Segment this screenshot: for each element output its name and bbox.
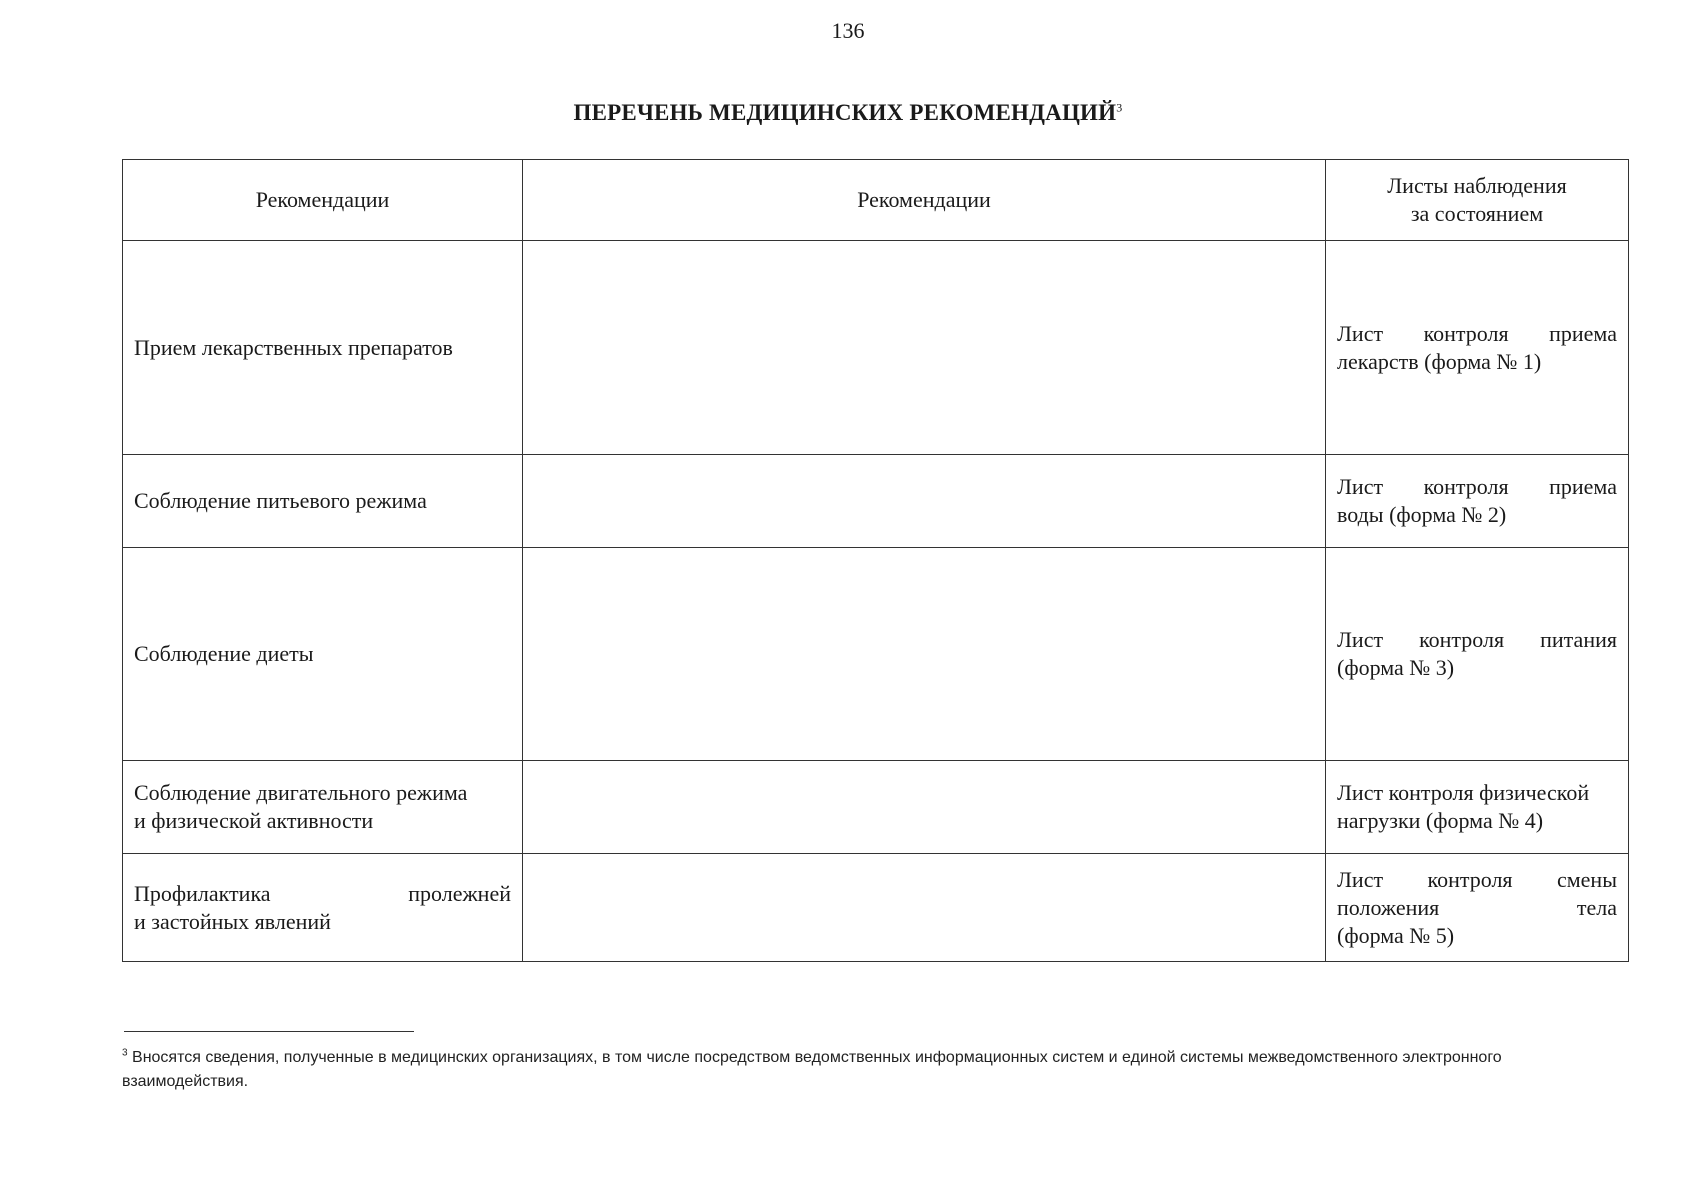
word: Лист	[1337, 474, 1384, 499]
header-observation-sheets	[1326, 160, 1629, 241]
observation-sheet-line	[1337, 626, 1617, 654]
header-observation-sheets-line2: за состоянием	[1410, 201, 1544, 226]
observation-sheet-cell	[1326, 761, 1629, 854]
observation-sheet-line	[1337, 866, 1617, 894]
word: Лист	[1337, 627, 1384, 652]
details-cell	[523, 548, 1326, 761]
observation-sheet-line	[1337, 473, 1617, 501]
word: Лист	[1337, 320, 1384, 346]
page-title	[0, 100, 1696, 126]
word: пролежней	[408, 880, 511, 906]
footnote-divider	[124, 1031, 414, 1032]
observation-sheet-line: нагрузки (форма № 4)	[1337, 808, 1544, 833]
recommendation-cell	[123, 854, 523, 962]
table-row	[123, 241, 1629, 455]
footnote	[122, 1046, 1628, 1094]
word: контроля	[1427, 866, 1513, 892]
page-title-text: ПЕРЕЧЕНЬ МЕДИЦИНСКИХ РЕКОМЕНДАЦИЙ	[573, 100, 1117, 125]
footnote-marker: 3	[122, 1047, 128, 1059]
observation-sheet-cell	[1326, 241, 1629, 455]
title-footnote-ref: 3	[1116, 100, 1123, 115]
table-row	[123, 761, 1629, 854]
observation-sheet-line	[1337, 320, 1617, 348]
details-cell	[523, 854, 1326, 962]
header-observation-sheets-line1: Листы наблюдения	[1387, 173, 1567, 198]
word: контроля	[1419, 627, 1505, 652]
word: контроля	[1423, 320, 1509, 346]
table-row	[123, 548, 1629, 761]
observation-sheet-line	[1337, 894, 1617, 922]
observation-sheet-cell	[1326, 455, 1629, 548]
table-header-row	[123, 160, 1629, 241]
recommendation-cell	[123, 761, 523, 854]
recommendation-line1-text: Соблюдение двигательного режима	[134, 780, 468, 805]
word: приема	[1549, 474, 1617, 499]
details-cell	[523, 761, 1326, 854]
observation-sheet-line: (форма № 5)	[1337, 922, 1455, 948]
recommendation-line: и физической активности	[134, 808, 374, 833]
word: контроля	[1423, 474, 1509, 499]
observation-sheet-cell	[1326, 548, 1629, 761]
table-row	[123, 854, 1629, 962]
recommendation-line	[134, 779, 511, 807]
recommendation-line: и застойных явлений	[134, 908, 331, 934]
recommendation-cell: Прием лекарственных препаратов	[123, 241, 523, 455]
word: Профилактика	[134, 880, 271, 906]
table-row	[123, 455, 1629, 548]
recommendation-line	[134, 880, 511, 908]
page-number: 136	[831, 18, 865, 43]
word: смены	[1556, 866, 1617, 892]
observation-sheet-cell	[1326, 854, 1629, 962]
details-cell	[523, 241, 1326, 455]
recommendation-cell: Соблюдение диеты	[123, 548, 523, 761]
footnote-text: Вносятся сведения, полученные в медицинских организациях, в том числе посредством ведомственных информационных систем и единой системы межведомственного электронного взаимодействия.	[122, 1049, 1502, 1090]
observation-sheet-line: лекарств (форма № 1)	[1337, 348, 1542, 374]
observation-sheet-line: воды (форма № 2)	[1337, 502, 1507, 527]
word: Лист	[1337, 866, 1384, 892]
header-recommendations-details: Рекомендации	[523, 160, 1326, 241]
word: тела	[1576, 894, 1617, 920]
word: положения	[1337, 894, 1440, 920]
observation-sheet-line: (форма № 3)	[1337, 655, 1455, 680]
details-cell	[523, 455, 1326, 548]
header-recommendations: Рекомендации	[123, 160, 523, 241]
word: питания	[1540, 627, 1617, 652]
word: приема	[1549, 320, 1617, 346]
recommendations-table	[122, 159, 1629, 962]
observation-sheet-line: Лист контроля физической	[1337, 780, 1590, 805]
recommendation-cell: Соблюдение питьевого режима	[123, 455, 523, 548]
